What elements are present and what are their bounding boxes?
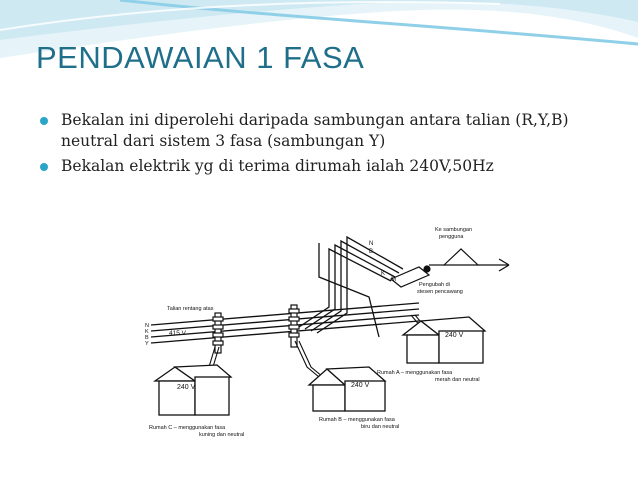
transformer-label-1: Pengubah di — [419, 282, 450, 288]
house-c-voltage: 240 V — [177, 384, 196, 391]
house-a-caption-1: Rumah A – menggunakan fasa — [377, 370, 453, 376]
house-b-caption-2: biru dan neutral — [361, 424, 400, 430]
bullet-item — [40, 110, 620, 152]
pole — [289, 305, 299, 347]
transformer-letter: M — [391, 277, 396, 283]
house-a-caption-2: merah dan neutral — [435, 377, 480, 383]
line-letter: K — [145, 329, 149, 335]
slide-title: PENDAWAIAN 1 FASA — [36, 40, 365, 75]
transformer-letter: N — [369, 241, 374, 247]
bullet-dot-icon — [40, 117, 48, 125]
transformer-letter: B — [369, 249, 374, 255]
wiring-diagram — [129, 217, 521, 442]
voltage-main-label: 415 V — [169, 330, 186, 337]
consumer-label-2: pengguna — [439, 234, 464, 240]
house-b-caption-1: Rumah B – menggunakan fasa — [319, 417, 395, 423]
bullet-list — [40, 110, 620, 181]
house-a-voltage: 240 V — [445, 332, 464, 339]
line-letter: N — [145, 323, 149, 329]
bullet-item — [40, 156, 620, 177]
bullet-text: Bekalan elektrik yg di terima dirumah ialah 240V,50Hz — [61, 157, 494, 175]
transformer-label-2: stesen pencawang — [417, 289, 463, 295]
line-letter: B — [145, 335, 149, 341]
line-letter: Y — [145, 341, 149, 347]
bullet-text: Bekalan ini diperolehi daripada sambungan antara talian (R,Y,B) neutral dari sistem 3 fasa (sambungan Y) — [61, 111, 569, 150]
overhead-label: Talian rentang atas — [167, 306, 214, 312]
consumer-label-1: Ke sambungan — [435, 227, 472, 233]
house-b-voltage: 240 V — [351, 382, 370, 389]
bullet-dot-icon — [40, 163, 48, 171]
transformer-letter: K — [381, 271, 386, 277]
house-c-caption-1: Rumah C – menggunakan fasa — [149, 425, 226, 431]
house-c-caption-2: kuning dan neutral — [199, 432, 245, 438]
